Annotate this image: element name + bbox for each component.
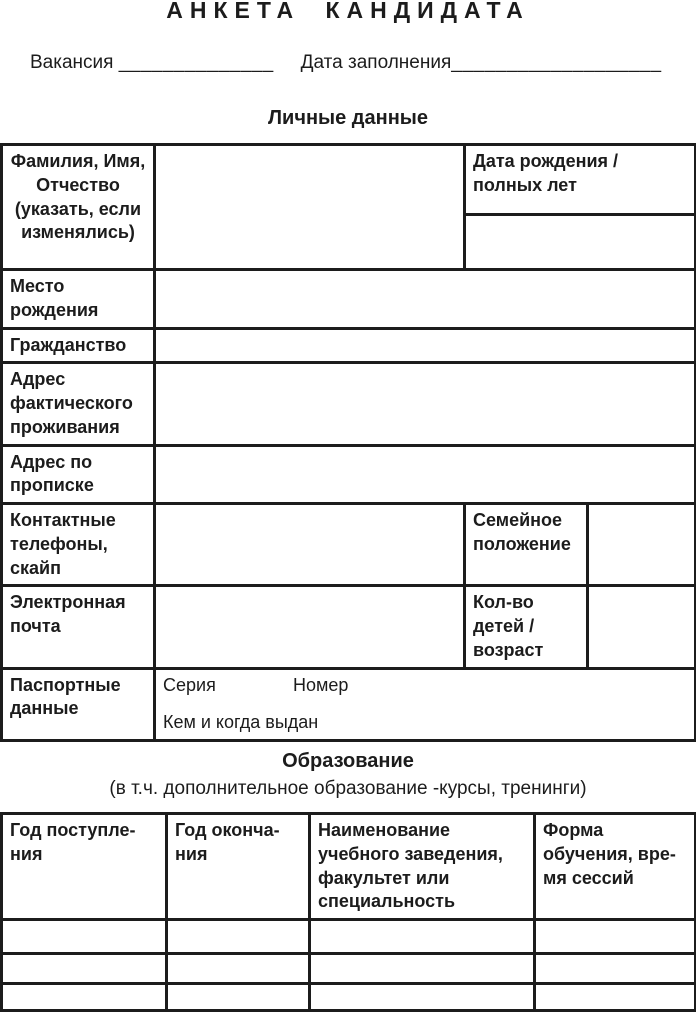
edu-start-year-cell[interactable] xyxy=(2,920,167,954)
contacts-label-cell: Контактные телефоны, скайп xyxy=(2,504,155,586)
birthdate-value-cell[interactable] xyxy=(465,214,696,269)
vacancy-fill-line[interactable]: ______________ xyxy=(118,52,274,73)
education-table xyxy=(0,812,696,1012)
edu-col-institution: Наименование учебного заведения, факультет или специальность xyxy=(310,814,535,920)
citizenship-value-cell[interactable] xyxy=(155,328,696,363)
edu-col-start-year: Год поступле-ния xyxy=(2,814,167,920)
passport-label-cell: Паспортные данные xyxy=(2,668,155,741)
address-registered-value-cell[interactable] xyxy=(155,445,696,504)
email-label-cell: Электронная почта xyxy=(2,586,155,668)
birthplace-label-cell: Место рождения xyxy=(2,270,155,329)
fill-date-line[interactable]: ___________________ xyxy=(451,52,662,73)
contacts-value-cell[interactable] xyxy=(155,504,465,586)
edu-start-year-cell[interactable] xyxy=(2,954,167,984)
education-empty-row xyxy=(2,954,696,984)
education-section-heading: Образование xyxy=(282,750,414,772)
passport-series-number-line xyxy=(163,674,687,698)
passport-series-label: Серия xyxy=(163,674,216,695)
vacancy-label: Вакансия xyxy=(30,52,119,73)
edu-study-form-cell[interactable] xyxy=(535,984,696,1011)
edu-institution-cell[interactable] xyxy=(310,920,535,954)
children-value-cell[interactable] xyxy=(588,586,696,668)
edu-end-year-cell[interactable] xyxy=(167,984,310,1011)
edu-start-year-cell[interactable] xyxy=(2,984,167,1011)
passport-issued-label: Кем и когда выдан xyxy=(163,712,319,733)
education-section-subheading: (в т.ч. дополнительное образование -курсы, тренинги) xyxy=(109,778,587,799)
passport-number-label: Номер xyxy=(293,674,349,695)
address-registered-label-cell: Адрес по прописке xyxy=(2,445,155,504)
passport-value-cell[interactable] xyxy=(155,668,696,741)
education-empty-row xyxy=(2,920,696,954)
fio-value-cell[interactable] xyxy=(155,145,465,270)
education-empty-row xyxy=(2,984,696,1011)
email-value-cell[interactable] xyxy=(155,586,465,668)
birthplace-value-cell[interactable] xyxy=(155,270,696,329)
edu-institution-cell[interactable] xyxy=(310,954,535,984)
birthdate-label-cell: Дата рождения / полных лет xyxy=(465,145,696,215)
edu-end-year-cell[interactable] xyxy=(167,920,310,954)
personal-section-heading: Личные данные xyxy=(268,107,428,129)
page-title: АНКЕТА КАНДИДАТА xyxy=(166,0,530,23)
fio-label-cell: Фамилия, Имя, Отчество (указать, если изменялись) xyxy=(2,145,155,270)
edu-institution-cell[interactable] xyxy=(310,984,535,1011)
edu-study-form-cell[interactable] xyxy=(535,954,696,984)
address-actual-value-cell[interactable] xyxy=(155,363,696,445)
edu-study-form-cell[interactable] xyxy=(535,920,696,954)
address-actual-label-cell: Адрес фактического проживания xyxy=(2,363,155,445)
edu-end-year-cell[interactable] xyxy=(167,954,310,984)
header-fill-row xyxy=(30,51,696,75)
edu-col-end-year: Год оконча-ния xyxy=(167,814,310,920)
marital-label-cell: Семейное положение xyxy=(465,504,588,586)
edu-col-study-form: Форма обучения, вре-мя сессий xyxy=(535,814,696,920)
fill-date-label: Дата заполнения xyxy=(300,52,452,73)
marital-value-cell[interactable] xyxy=(588,504,696,586)
children-label-cell: Кол-во детей / возраст xyxy=(465,586,588,668)
personal-data-table xyxy=(0,143,696,742)
citizenship-label-cell: Гражданство xyxy=(2,328,155,363)
